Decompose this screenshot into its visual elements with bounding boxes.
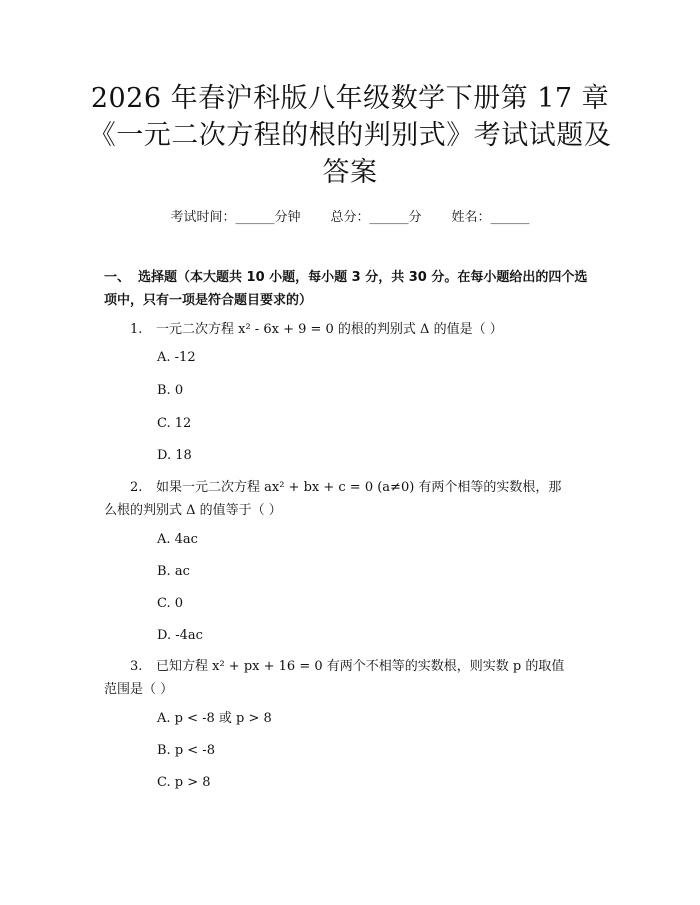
exam-meta <box>0 206 700 225</box>
title-line-1: 2026 年春沪科版八年级数学下册第 17 章 <box>90 83 610 114</box>
question-text: 一元二次方程 x² - 6x + 9 = 0 的根的判别式 Δ 的值是（ ） <box>156 322 503 337</box>
question-2-option-a[interactable]: A. 4ac <box>157 532 198 547</box>
exam-time: 考试时间：______分钟 <box>170 210 301 225</box>
question-2-option-b[interactable]: B. ac <box>157 564 190 579</box>
title-line-2: 《一元二次方程的根的判别式》考试试题及 <box>88 120 612 151</box>
question-text: 已知方程 x² + px + 16 = 0 有两个不相等的实数根，则实数 p 的取值 <box>156 659 565 674</box>
question-2 <box>104 476 600 522</box>
question-3-option-a[interactable]: A. p < -8 或 p > 8 <box>157 711 272 726</box>
question-3-option-b[interactable]: B. p < -8 <box>157 743 215 758</box>
question-1-option-a[interactable]: A. -12 <box>157 350 196 365</box>
question-text-continued: 么根的判别式 Δ 的值等于（ ） <box>104 503 282 518</box>
question-number: 2. <box>130 480 143 495</box>
question-2-option-d[interactable]: D. -4ac <box>157 628 203 643</box>
question-number: 1. <box>130 322 143 337</box>
section-text-2: 项中，只有一项是符合题目要求的） <box>104 293 313 308</box>
question-1 <box>130 318 600 341</box>
question-2-option-c[interactable]: C. 0 <box>157 596 184 611</box>
question-3 <box>104 655 600 701</box>
question-1-option-b[interactable]: B. 0 <box>157 383 184 398</box>
question-text-continued: 范围是（ ） <box>104 682 174 697</box>
exam-score: 总分：______分 <box>330 210 422 225</box>
question-number: 3. <box>130 659 143 674</box>
document-title <box>60 80 640 191</box>
question-1-option-d[interactable]: D. 18 <box>157 448 192 463</box>
question-1-option-c[interactable]: C. 12 <box>157 416 192 431</box>
question-text: 如果一元二次方程 ax² + bx + c = 0 (a≠0) 有两个相等的实数根，那 <box>156 480 562 495</box>
section-heading <box>104 266 604 312</box>
section-text-1: 选择题（本大题共 10 小题，每小题 3 分，共 30 分。在每小题给出的四个选 <box>138 270 588 285</box>
student-name: 姓名：______ <box>451 210 530 225</box>
question-3-option-c[interactable]: C. p > 8 <box>157 775 211 790</box>
title-line-3: 答案 <box>322 157 378 188</box>
section-number: 一、 <box>104 270 131 285</box>
